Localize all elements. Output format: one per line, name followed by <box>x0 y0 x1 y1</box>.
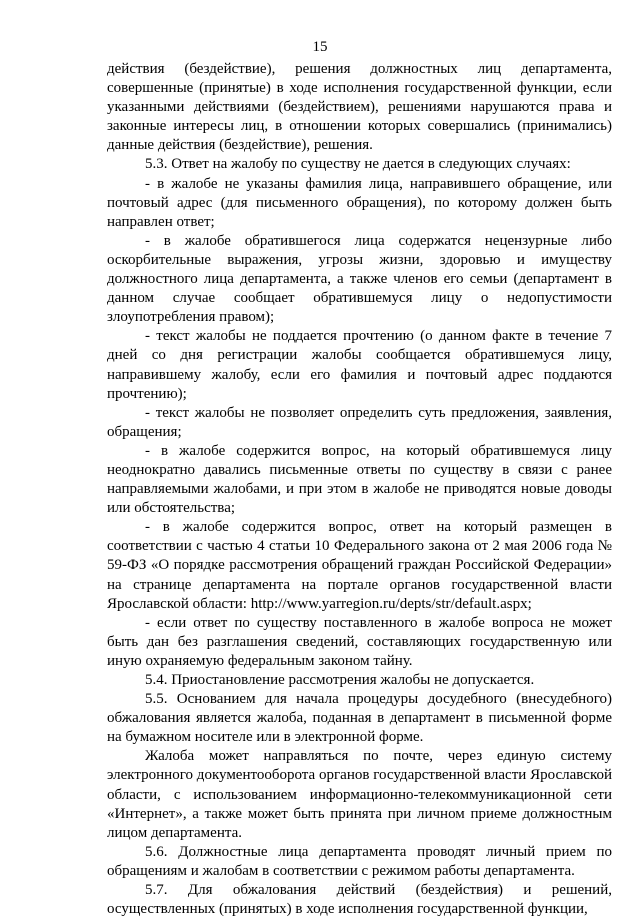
list-item-repeated-question: - в жалобе содержится вопрос, на который обратившемуся лицу неоднократно давались письменные ответы по существу в связи с ранее направляемыми жалобами, и при этом в жалобе не приводятся новые доводы или обстоятельства; <box>107 442 612 517</box>
page-number: 15 <box>312 39 328 55</box>
paragraph-5-3-heading: 5.3. Ответ на жалобу по существу не дается в следующих случаях: <box>145 156 571 173</box>
list-item-state-secret: - если ответ по существу поставленного в жалобе вопроса не может быть дан без разглашения сведений, составляющих государственную или иную охраняемую федеральным законом тайну. <box>107 614 612 669</box>
list-item-obscene-language: - в жалобе обратившегося лица содержатся нецензурные либо оскорбительные выражения, угрозы жизни, здоровью и имуществу должностного лица департамента, а также членов его семьи (департамент в данном случае сообщает обратившемуся лицу о недопустимости злоупотребления правом); <box>107 232 612 326</box>
paragraph-5-5: 5.5. Основанием для начала процедуры досудебного (внесудебного) обжалования является жалоба, поданная в департамент в письменной форме на бумажном носителе или в электронной форме. <box>107 691 612 746</box>
paragraph-5-4: 5.4. Приостановление рассмотрения жалобы не допускается. <box>145 672 535 688</box>
paragraph-5-6: 5.6. Должностные лица департамента проводят личный прием по обращениям и жалобам в соответствии с режимом работы департамента. <box>107 843 612 879</box>
list-item-unclear-essence: - текст жалобы не позволяет определить суть предложения, заявления, обращения; <box>107 404 612 440</box>
list-item-answer-published: - в жалобе содержится вопрос, ответ на который размещен в соответствии с частью 4 статьи 10 Федерального закона от 2 мая 2006 года № 59-ФЗ «О порядке рассмотрения обращений граждан Российской Федерации» на странице департамента на портале органов государственной власти Ярославской области: http://www.yarregion.ru/depts/str/default.aspx; <box>107 519 612 612</box>
list-item-no-name-address: - в жалобе не указаны фамилия лица, направившего обращение, или почтовый адрес (для письменного обращения), по которому должен быть направлен ответ; <box>107 175 612 230</box>
paragraph-5-7: 5.7. Для обжалования действий (бездействия) и решений, осуществленных (принятых) в ходе исполнения государственной функции, <box>107 882 612 918</box>
document-body <box>107 60 612 919</box>
paragraph-continuation: действия (бездействие), решения должностных лиц департамента, совершенные (принятые) в ходе исполнения государственной функции, если указанными действиями (бездействием), решениями нарушаются права и законные интересы лиц, в отношении которых совершались (принимались) данные действия (бездействие), решения. <box>107 61 612 154</box>
list-item-unreadable-text: - текст жалобы не поддается прочтению (о данном факте в течение 7 дней со дня регистрации жалобы сообщается обратившемуся лицу, направившему жалобу, если его фамилия и почтовый адрес поддаются прочтению); <box>107 328 612 402</box>
paragraph-submission-methods: Жалоба может направляться по почте, через единую систему электронного документооборота органов государственной власти Ярославской области, с использованием информационно-телекоммуникационной сети «Интернет», а также может быть принята при личном приеме должностным лицом департамента. <box>107 748 612 841</box>
